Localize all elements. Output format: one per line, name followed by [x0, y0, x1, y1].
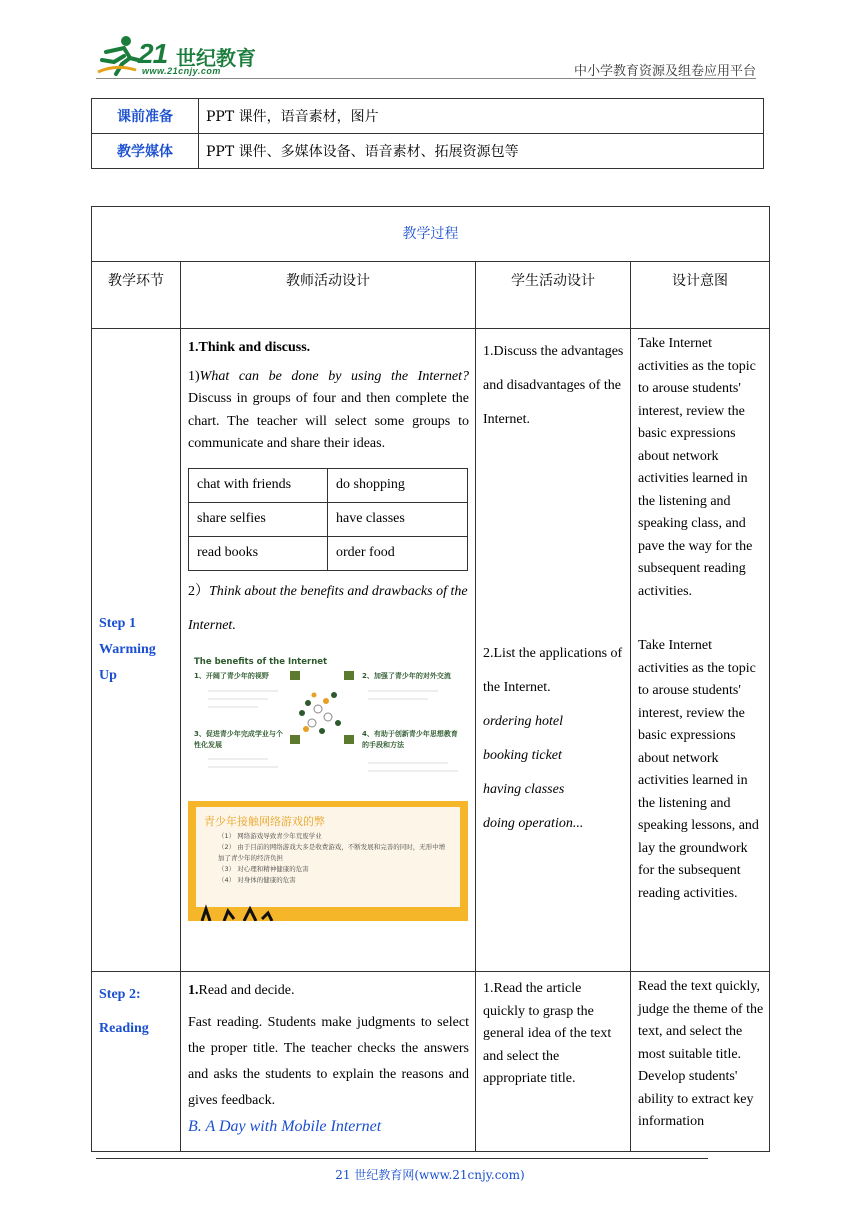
step2-label [92, 972, 181, 1152]
step1-example: ordering hotel [483, 714, 563, 729]
logo-url: www.21cnjy.com [142, 66, 221, 76]
silhouettes-icon [188, 801, 468, 921]
step2-heading-text: Read and decide. [198, 983, 295, 998]
slide1-title: The benefits of the Internet [194, 656, 328, 667]
header-divider [96, 78, 756, 79]
q2-italic: Think about the benefits and drawbacks of the Internet. [188, 583, 468, 633]
chart-cell: have classes [328, 502, 468, 536]
step2-teacher-activity [181, 972, 476, 1152]
chart-cell: order food [328, 536, 468, 570]
chart-row [189, 502, 468, 536]
step2-heading-num: 1. [188, 983, 199, 998]
table-title: 教学过程 [92, 207, 770, 262]
step1-student-activity [476, 329, 631, 972]
prep-value: PPT 课件，语音素材，图片 [199, 99, 764, 134]
slide1-item: 1、开阔了青少年的视野 [194, 671, 269, 680]
step2-student-activity [476, 972, 631, 1152]
benefits-slide-image [188, 651, 468, 791]
column-header: 学生活动设计 [476, 262, 631, 329]
slide1-item: 2、加强了青少年的对外交流 [362, 671, 451, 680]
teaching-process-table [91, 206, 770, 1152]
prep-row [92, 99, 764, 134]
column-header: 教师活动设计 [181, 262, 476, 329]
prep-table [91, 98, 764, 169]
slide2-item: （3） 对心理和精神健康的危害 [218, 864, 309, 873]
column-header: 教学环节 [92, 262, 181, 329]
step2-design-intent [631, 972, 770, 1152]
step1-teacher-activity [181, 329, 476, 972]
prep-label: 课前准备 [92, 99, 199, 134]
footer-text: 21 世纪教育网(www.21cnjy.com) [335, 1168, 525, 1182]
chart-cell: share selfies [189, 502, 328, 536]
q1-italic: What can be done by using the Internet? [199, 368, 469, 384]
step1-label-line: Warming [99, 642, 156, 657]
q2-prefix: 2） [188, 583, 209, 599]
step1-label [92, 329, 181, 972]
step2-row [92, 972, 770, 1152]
prep-row [92, 134, 764, 169]
step1-teacher-heading: 1.Think and discuss. [188, 340, 311, 355]
step1-intent-2: Take Internet activities as the topic to arouse students' interest, review the basic expressions about network activities learned in the listening and speaking lessons, and lay the groundwork for the subsequent reading activities. [638, 638, 759, 901]
step2-teacher-text: Fast reading. Students make judgments to select the proper title. The teacher checks the answers and asks the students to explain the reasons and gives feedback. [188, 1015, 469, 1108]
network-diagram-icon [188, 651, 468, 791]
step1-label-line: Up [99, 668, 117, 683]
step2-student-text: 1.Read the article quickly to grasp the general idea of the text and select the appropriate title. [483, 981, 612, 1086]
slide2-title: 青少年接触网络游戏的弊 [204, 814, 325, 828]
logo-number: 21 [138, 38, 168, 69]
header-platform-text: 中小学教育资源及组卷应用平台 [573, 64, 756, 79]
step1-example: booking ticket [483, 748, 562, 763]
slide2-item: （4） 对身体的健康的危害 [218, 875, 296, 884]
prep-value: PPT 课件、多媒体设备、语音素材、拓展资源包等 [199, 134, 764, 169]
slide2-item: （1） 网络游戏导致青少年荒废学业 [218, 831, 322, 840]
step2-teacher-heading [188, 978, 469, 1004]
slide1-item: 4、有助于创新青少年思想教育的手段和方法 [362, 729, 458, 749]
chart-row [189, 536, 468, 570]
chart-cell: chat with friends [189, 468, 328, 502]
step1-teacher-q1 [188, 366, 469, 456]
logo-text: 世纪教育 [176, 46, 256, 70]
drawbacks-slide-image [188, 801, 468, 921]
column-header: 设计意图 [631, 262, 770, 329]
q1-prefix: 1) [188, 368, 200, 384]
header-row [92, 262, 770, 329]
step1-student-1: 1.Discuss the advantages and disadvantages of the Internet. [483, 344, 624, 427]
step1-teacher-q2 [188, 575, 469, 643]
step1-label-line: Step 1 [99, 616, 136, 631]
slide2-item: （2） 由于目前的网络游戏大多是收费游戏，不断发展和完善的同时，无形中增加了青少年的经济负担 [218, 842, 446, 862]
site-logo [96, 34, 256, 80]
step1-intent-1: Take Internet activities as the topic to arouse students' interest, review the basic expressions about network activities learned in the listening and speaking class, and pave the way for the subsequent reading activities. [638, 336, 756, 599]
activity-chart [188, 468, 468, 571]
prep-label: 教学媒体 [92, 134, 199, 169]
footer-divider [96, 1158, 708, 1159]
chart-row [189, 468, 468, 502]
chart-cell: do shopping [328, 468, 468, 502]
step1-student-2: 2.List the applications of the Internet. [483, 646, 623, 695]
step2-label-line: Reading [99, 1021, 149, 1036]
slide1-item: 3、促进青少年完成学业与个性化发展 [194, 729, 283, 749]
step1-example: having classes [483, 782, 565, 797]
q1-rest: Discuss in groups of four and then complete the chart. The teacher will select some groups to communicate and share their ideas. [188, 391, 469, 451]
step2-intent-text: Read the text quickly, judge the theme of the text, and select the most suitable title. Develop students' ability to extract key information [638, 979, 764, 1129]
step2-answer: B. A Day with Mobile Internet [188, 1118, 382, 1135]
chart-cell: read books [189, 536, 328, 570]
step1-example: doing operation... [483, 816, 584, 831]
step2-label-line: Step 2: [99, 987, 141, 1002]
step1-row [92, 329, 770, 972]
runner-icon [96, 34, 140, 76]
step1-design-intent [631, 329, 770, 972]
